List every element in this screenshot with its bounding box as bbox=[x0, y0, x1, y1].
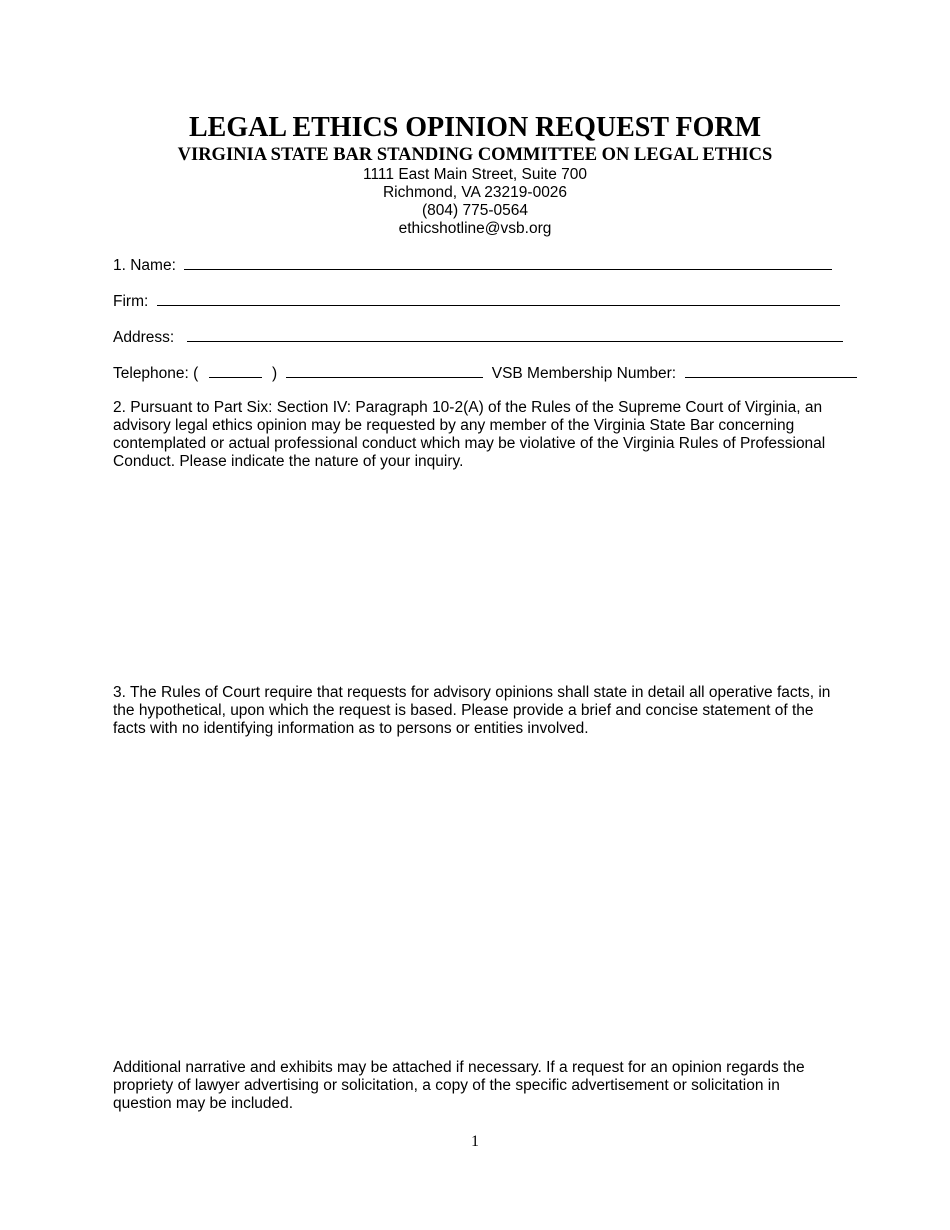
page-number: 1 bbox=[471, 1133, 479, 1150]
address-field[interactable] bbox=[187, 327, 843, 342]
telephone-row bbox=[113, 363, 857, 385]
section-2-instructions: 2. Pursuant to Part Six: Section IV: Paragraph 10-2(A) of the Rules of the Supreme Court of Virginia, an advisory legal ethics opinion may be requested by any member of the Virginia State Bar concerning contemplated or actual professional conduct which may be violative of the Virginia Rules of Professional Conduct. Please indicate the nature of your inquiry. bbox=[113, 399, 826, 470]
telephone-close-paren: ) bbox=[271, 365, 278, 382]
page-title: LEGAL ETHICS OPINION REQUEST FORM bbox=[188, 112, 762, 143]
form-header bbox=[0, 112, 950, 238]
facts-statement-area[interactable] bbox=[113, 745, 838, 1050]
phone-number: (804) 775-0564 bbox=[422, 202, 528, 219]
firm-field[interactable] bbox=[157, 291, 840, 306]
firm-row bbox=[113, 291, 840, 313]
telephone-label: Telephone: ( bbox=[113, 365, 199, 382]
name-field[interactable] bbox=[184, 255, 832, 270]
firm-label: Firm: bbox=[113, 293, 149, 310]
vsb-membership-field[interactable] bbox=[685, 363, 857, 378]
area-code-field[interactable] bbox=[209, 363, 262, 378]
address-line-2: Richmond, VA 23219-0026 bbox=[382, 184, 568, 201]
inquiry-nature-area[interactable] bbox=[113, 478, 838, 673]
address-line-1: 1111 East Main Street, Suite 700 bbox=[362, 166, 588, 183]
section-3-instructions: 3. The Rules of Court require that requests for advisory opinions shall state in detail all operative facts, in the hypothetical, upon which the request is based. Please provide a brief and concise statement of the facts with no identifying information as to persons or entities involved. bbox=[113, 684, 831, 737]
name-row bbox=[113, 255, 832, 277]
telephone-field[interactable] bbox=[286, 363, 483, 378]
address-label: Address: bbox=[113, 329, 175, 346]
vsb-label: VSB Membership Number: bbox=[491, 365, 677, 382]
additional-note: Additional narrative and exhibits may be attached if necessary. If a request for an opinion regards the propriety of lawyer advertising or solicitation, a copy of the specific advertisement or solicitation in question may be included. bbox=[113, 1059, 805, 1112]
address-row bbox=[113, 327, 843, 349]
email-address: ethicshotline@vsb.org bbox=[398, 220, 552, 237]
name-label: 1. Name: bbox=[113, 257, 176, 274]
committee-subtitle: VIRGINIA STATE BAR STANDING COMMITTEE ON LEGAL ETHICS bbox=[177, 145, 773, 165]
